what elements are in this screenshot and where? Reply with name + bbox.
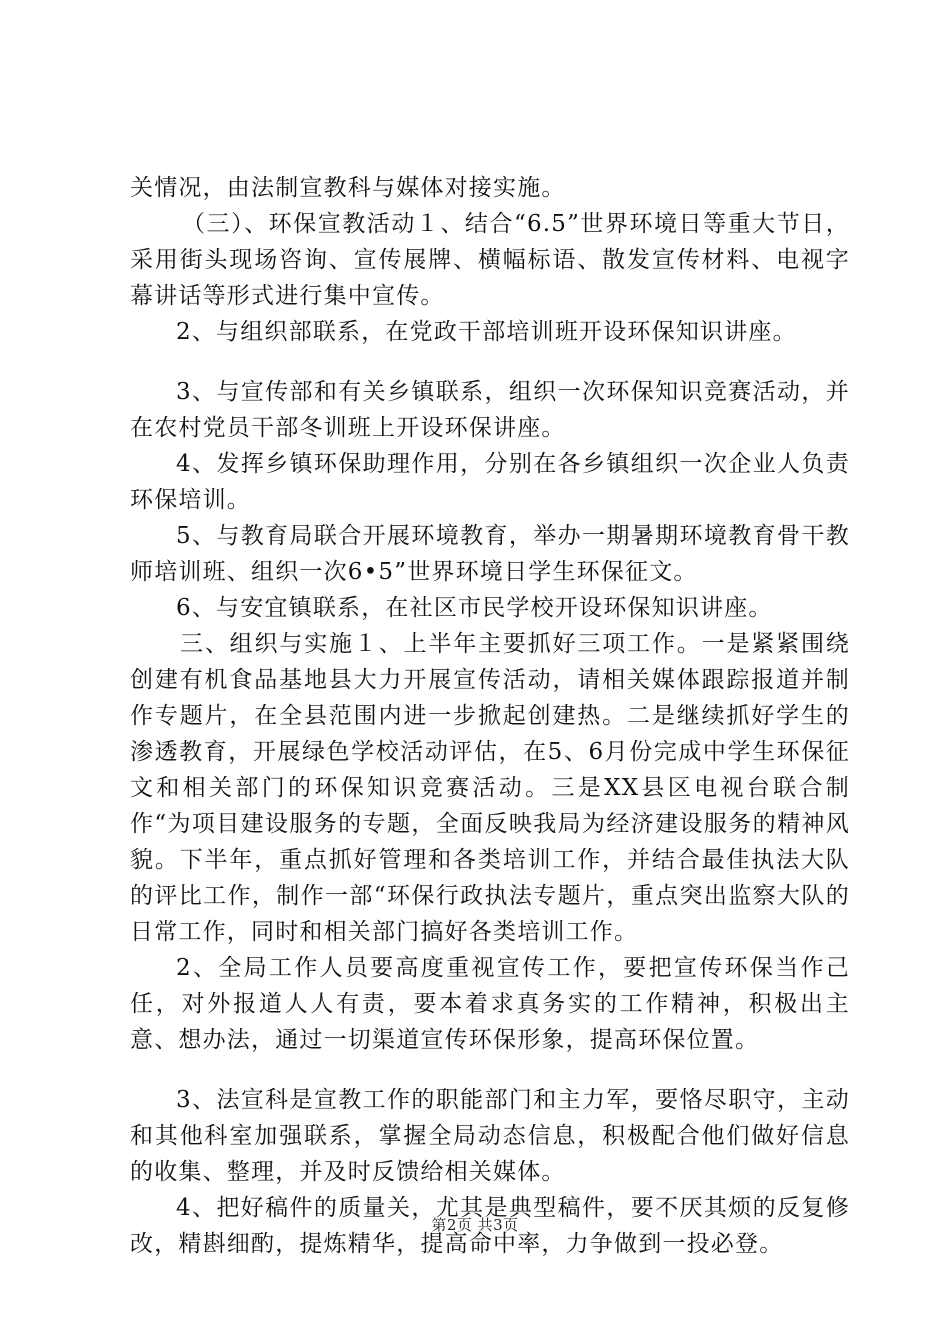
paragraph-organization-implementation: 三、组织与实施１、上半年主要抓好三项工作。一是紧紧围绕创建有机食品基地县大力开展宣传活动，请相关媒体跟踪报道并制作专题片，在全县范围内进一步掀起创建热。二是继续抓好学生的渗透教育，开展绿色学校活动评估，在5、6月份完成中学生环保征文和相关部门的环保知识竞赛活动。三是XX县区电视台联合制作“为项目建设服务的专题，全面反映我局为经济建设服务的精神风貌。下半年，重点抓好管理和各类培训工作，并结合最佳执法大队的评比工作，制作一部“环保行政执法专题片，重点突出监察大队的日常工作，同时和相关部门搞好各类培训工作。 — [130, 631, 850, 945]
paragraph-item-6: 6、与安宜镇联系，在社区市民学校开设环保知识讲座。 — [176, 595, 773, 621]
paragraph-staff-item-2: 2、全局工作人员要高度重视宣传工作，要把宣传环保当作己任，对外报道人人有责，要本着求真务实的工作精神，积极出主意、想办法，通过一切渠道宣传环保形象，提高环保位置。 — [130, 955, 850, 1053]
paragraph-item-5: 5、与教育局联合开展环境教育，举办一期暑期环境教育骨干教师培训班、组织一次6•5”世界环境日学生环保征文。 — [130, 523, 850, 585]
paragraph-staff-item-3: 3、法宣科是宣教工作的职能部门和主力军，要恪尽职守，主动和其他科室加强联系，掌握全局动态信息，积极配合他们做好信息的收集、整理，并及时反馈给相关媒体。 — [130, 1087, 850, 1185]
paragraph-continuation: 关情况，由法制宣教科与媒体对接实施。 — [130, 175, 566, 201]
paragraph-item-3: 3、与宣传部和有关乡镇联系，组织一次环保知识竞赛活动，并在农村党员干部冬训班上开设环保讲座。 — [130, 379, 850, 441]
paragraph-item-4: 4、发挥乡镇环保助理作用，分别在各乡镇组织一次企业人负责环保培训。 — [130, 451, 850, 513]
paragraph-staff-item-4: 4、把好稿件的质量关，尤其是典型稿件，要不厌其烦的反复修改，精斟细酌，提炼精华，提高命中率，力争做到一投必登。 — [130, 1195, 850, 1257]
paragraph-item-2: 2、与组织部联系，在党政干部培训班开设环保知识讲座。 — [176, 319, 797, 345]
page-number-footer: 第2页 共3页 — [431, 1216, 519, 1234]
paragraph-section-3-activities: （三）、环保宣教活动１、结合“6.5”世界环境日等重大节日，采用街头现场咨询、宣传展牌、横幅标语、散发宣传材料、电视字幕讲话等形式进行集中宣传。 — [130, 211, 850, 309]
document-body — [130, 170, 850, 1262]
